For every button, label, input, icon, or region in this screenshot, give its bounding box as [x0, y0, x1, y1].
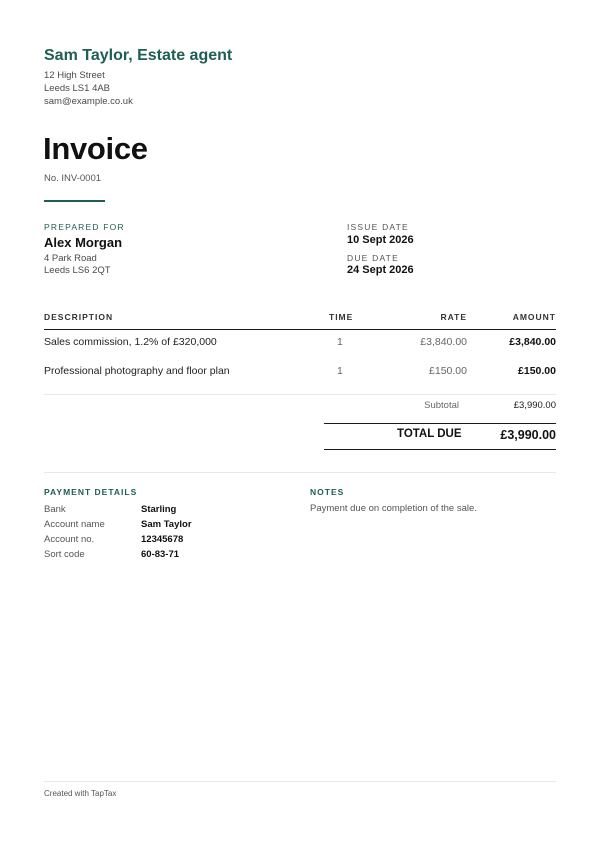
- row-rate: £3,840.00: [420, 336, 467, 348]
- client-address-line: Leeds LS6 2QT: [44, 265, 111, 276]
- accent-divider: [44, 200, 105, 202]
- payment-label-account-name: Account name: [44, 519, 105, 530]
- client-address-line: 4 Park Road: [44, 253, 97, 264]
- row-amount: £150.00: [518, 365, 556, 377]
- column-header-time: TIME: [329, 312, 354, 322]
- section-divider: [44, 472, 556, 473]
- row-time: 1: [337, 365, 343, 377]
- total-bottom-rule: [324, 449, 556, 450]
- due-date-label: DUE DATE: [347, 253, 399, 263]
- column-header-description: DESCRIPTION: [44, 312, 114, 322]
- subtotal-label: Subtotal: [424, 400, 459, 411]
- payment-details-heading: PAYMENT DETAILS: [44, 487, 138, 497]
- notes-heading: NOTES: [310, 487, 345, 497]
- row-time: 1: [337, 336, 343, 348]
- payment-value-bank: Starling: [141, 504, 177, 515]
- business-email: sam@example.co.uk: [44, 96, 133, 107]
- payment-label-sort-code: Sort code: [44, 549, 85, 560]
- footer-rule: [44, 781, 556, 782]
- payment-value-account-no: 12345678: [141, 534, 184, 545]
- subtotal-value: £3,990.00: [513, 400, 556, 411]
- payment-label-account-no: Account no.: [44, 534, 95, 545]
- total-due-label: TOTAL DUE: [397, 428, 462, 440]
- issue-date-value: 10 Sept 2026: [347, 234, 414, 246]
- table-header-rule: [44, 329, 556, 330]
- business-address-line: Leeds LS1 4AB: [44, 83, 111, 94]
- payment-label-bank: Bank: [44, 504, 66, 515]
- total-due-value: £3,990.00: [500, 428, 556, 442]
- column-header-amount: AMOUNT: [512, 312, 556, 322]
- prepared-for-heading: PREPARED FOR: [44, 222, 125, 232]
- due-date-value: 24 Sept 2026: [347, 264, 414, 276]
- business-address-line: 12 High Street: [44, 70, 105, 81]
- column-header-rate: RATE: [440, 312, 467, 322]
- client-name: Alex Morgan: [44, 235, 123, 250]
- footer-credit: Created with TapTax: [44, 789, 117, 798]
- invoice-title: Invoice: [43, 131, 148, 166]
- table-body-rule: [44, 394, 556, 395]
- row-description: Professional photography and floor plan: [44, 365, 230, 377]
- invoice-number: No. INV-0001: [44, 173, 102, 184]
- row-amount: £3,840.00: [509, 336, 556, 348]
- notes-text: Payment due on completion of the sale.: [310, 503, 477, 514]
- payment-value-sort-code: 60-83-71: [141, 549, 180, 560]
- row-rate: £150.00: [429, 365, 467, 377]
- business-name: Sam Taylor, Estate agent: [44, 47, 233, 64]
- issue-date-label: ISSUE DATE: [347, 222, 409, 232]
- payment-value-account-name: Sam Taylor: [141, 519, 192, 530]
- total-top-rule: [324, 423, 556, 424]
- row-description: Sales commission, 1.2% of £320,000: [44, 336, 217, 348]
